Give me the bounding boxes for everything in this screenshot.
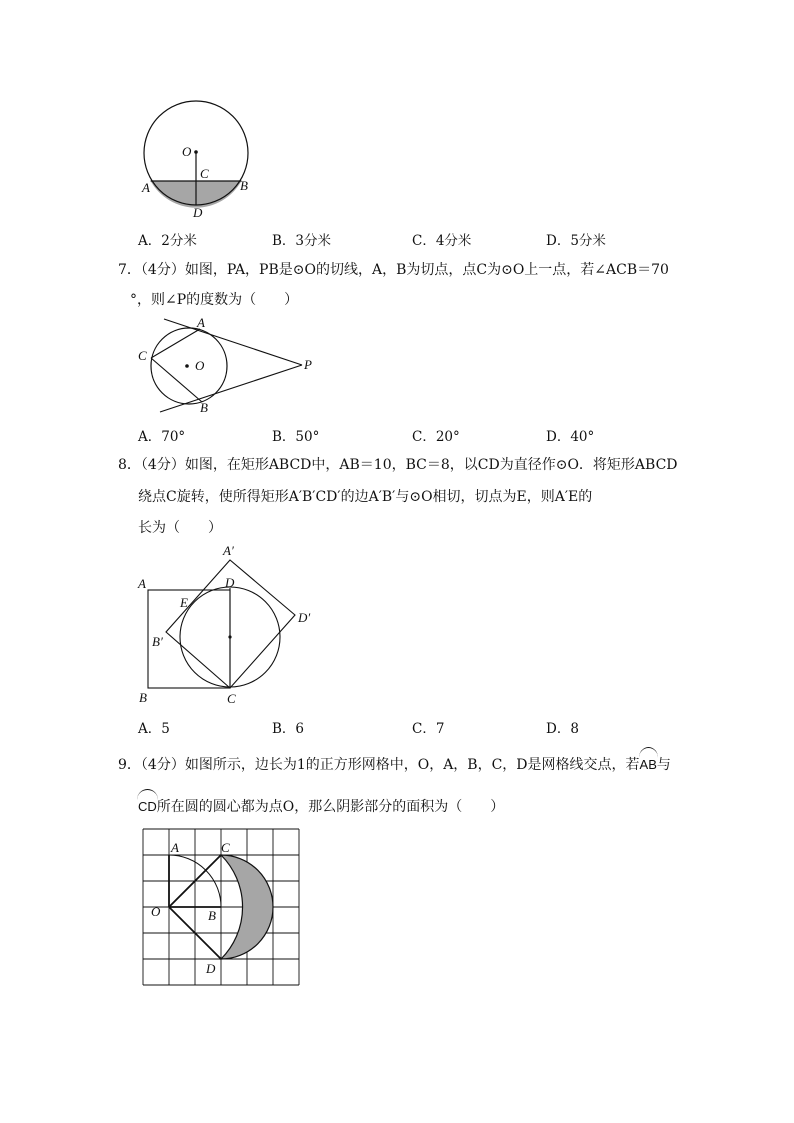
q7-label-c: C bbox=[138, 348, 147, 363]
q8-label-a1: A′ bbox=[223, 543, 234, 558]
q7-option-d[interactable]: D．40° bbox=[546, 429, 595, 445]
q9-label-b: B bbox=[208, 908, 216, 923]
q7-center-dot bbox=[185, 364, 189, 368]
q7-label-o: O bbox=[195, 358, 205, 373]
q8-stem-line3: 长为（ ） bbox=[138, 520, 222, 536]
q7-stem-line2: °，则∠P的度数为（ ） bbox=[130, 292, 299, 308]
q6-figure bbox=[130, 95, 270, 225]
q9-label-d: D bbox=[206, 961, 216, 976]
q8-label-e: E bbox=[180, 595, 188, 610]
q7-stem-line1: 7．（4分）如图，PA，PB是⊙O的切线，A，B为切点，点C为⊙O上一点，若∠ACB＝70 bbox=[118, 262, 669, 278]
q7-options bbox=[138, 425, 658, 445]
q7-label-a: A bbox=[197, 315, 205, 330]
q7-tangent-pa bbox=[164, 319, 302, 365]
q8-label-b1: B′ bbox=[152, 634, 163, 649]
q6-label-o: O bbox=[182, 144, 192, 159]
q6-option-c[interactable]: C．4分米 bbox=[412, 233, 472, 249]
q9-arc-ab: AB bbox=[640, 755, 657, 775]
q7-circle bbox=[151, 328, 227, 404]
q6-option-a[interactable]: A．2分米 bbox=[138, 233, 197, 249]
q7-figure bbox=[132, 312, 332, 422]
q9-figure bbox=[136, 822, 306, 992]
q6-options bbox=[138, 229, 658, 249]
q6-label-d: D bbox=[193, 205, 203, 220]
q8-label-d: D bbox=[225, 575, 235, 590]
q8-option-d[interactable]: D．8 bbox=[546, 721, 579, 737]
q6-option-b[interactable]: B．3分米 bbox=[272, 233, 332, 249]
q7-label-b: B bbox=[200, 400, 208, 415]
q9-stem-text-1: 9．（4分）如图所示，边长为1的正方形网格中，O，A，B，C，D是网格线交点，若 bbox=[118, 757, 640, 773]
q8-stem-line1: 8．（4分）如图，在矩形ABCD中，AB＝10，BC＝8，以CD为直径作⊙O．将矩形ABCD bbox=[118, 457, 678, 473]
q9-stem-line2 bbox=[138, 797, 698, 817]
q9-stem-text-3: 所在圆的圆心都为点O，那么阴影部分的面积为（ ） bbox=[156, 799, 505, 815]
q6-option-d[interactable]: D．5分米 bbox=[546, 233, 606, 249]
q8-label-d1: D′ bbox=[298, 610, 311, 625]
q8-stem-line2: 绕点C旋转，使所得矩形A′B′CD′的边A′B′与⊙O相切，切点为E，则A′E的 bbox=[138, 489, 593, 505]
q6-label-b: B bbox=[240, 178, 248, 193]
q6-label-c: C bbox=[200, 166, 209, 181]
q9-stem-text-2: 与 bbox=[656, 757, 671, 773]
q8-label-b: B bbox=[139, 690, 147, 705]
q6-label-a: A bbox=[142, 180, 150, 195]
q7-tangent-pb bbox=[160, 365, 302, 412]
q8-label-a: A bbox=[138, 576, 146, 591]
q7-option-c[interactable]: C．20° bbox=[412, 429, 460, 445]
q8-label-c: C bbox=[227, 691, 236, 706]
q8-option-b[interactable]: B．6 bbox=[272, 721, 305, 737]
q9-label-o: O bbox=[151, 904, 161, 919]
q9-arc-cd: CD bbox=[138, 797, 157, 817]
q7-option-a[interactable]: A．70° bbox=[138, 429, 186, 445]
q8-options bbox=[138, 717, 658, 737]
q8-option-c[interactable]: C．7 bbox=[412, 721, 445, 737]
q9-stem-line1 bbox=[118, 755, 678, 775]
q8-figure bbox=[130, 540, 330, 710]
q8-option-a[interactable]: A．5 bbox=[138, 721, 170, 737]
q6-center-dot bbox=[194, 150, 198, 154]
q7-label-p: P bbox=[304, 357, 312, 372]
q9-label-c: C bbox=[221, 840, 230, 855]
q9-label-a: A bbox=[171, 840, 179, 855]
q8-center-dot bbox=[228, 635, 231, 638]
q7-option-b[interactable]: B．50° bbox=[272, 429, 320, 445]
